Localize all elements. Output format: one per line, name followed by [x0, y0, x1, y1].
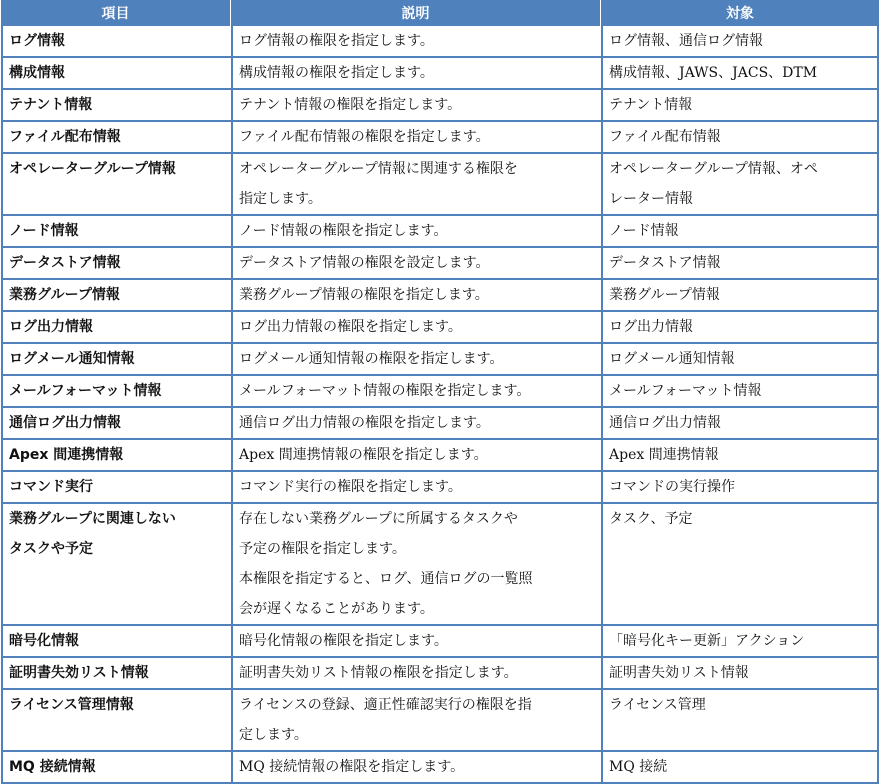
- row-description-cell: [231, 122, 601, 154]
- header-row: [1, 0, 879, 26]
- row-target-cell: [601, 122, 879, 154]
- row-item-cell: [1, 408, 231, 440]
- row-target-text: データストア情報: [609, 255, 721, 271]
- row-target-cell: [601, 26, 879, 58]
- row-target-cell: [601, 504, 879, 626]
- row-description-text: ファイル配布情報の権限を指定します。: [239, 129, 490, 145]
- row-target-text: オペレーターグループ情報、オペ レーター情報: [609, 161, 818, 207]
- row-description-cell: [231, 376, 601, 408]
- row-item-text: 業務グループに関連しない タスクや予定: [9, 511, 176, 557]
- row-target-cell: [601, 440, 879, 472]
- row-description-text: データストア情報の権限を設定します。: [239, 255, 490, 271]
- row-description-text: 証明書失効リスト情報の権限を指定します。: [239, 665, 518, 681]
- table-row: [1, 312, 879, 344]
- row-description-text: 業務グループ情報の権限を指定します。: [239, 287, 489, 303]
- row-target-cell: [601, 752, 879, 784]
- row-description-cell: [231, 248, 601, 280]
- row-item-cell: [1, 690, 231, 752]
- row-target-text: ログメール通知情報: [609, 351, 735, 367]
- row-description-cell: [231, 658, 601, 690]
- row-target-cell: [601, 344, 879, 376]
- row-description-cell: [231, 752, 601, 784]
- row-item-cell: [1, 280, 231, 312]
- row-target-cell: [601, 658, 879, 690]
- row-item-text: 業務グループ情報: [9, 287, 120, 303]
- row-item-cell: [1, 626, 231, 658]
- table-row: [1, 344, 879, 376]
- table-row: [1, 216, 879, 248]
- row-target-cell: [601, 408, 879, 440]
- row-target-text: テナント情報: [609, 97, 693, 113]
- row-item-text: テナント情報: [9, 97, 93, 113]
- row-description-text: ログ出力情報の権限を指定します。: [239, 319, 462, 335]
- row-item-cell: [1, 376, 231, 408]
- row-target-text: 構成情報、JAWS、JACS、DTM: [609, 65, 818, 81]
- row-description-cell: [231, 58, 601, 90]
- row-description-cell: [231, 344, 601, 376]
- row-item-text: メールフォーマット情報: [9, 383, 162, 399]
- row-item-cell: [1, 26, 231, 58]
- row-target-text: ノード情報: [609, 223, 679, 239]
- row-item-cell: [1, 344, 231, 376]
- row-target-text: Apex 間連携情報: [609, 447, 719, 463]
- row-description-text: 構成情報の権限を指定します。: [239, 65, 434, 81]
- row-target-text: ログ出力情報: [609, 319, 693, 335]
- row-item-text: 構成情報: [9, 65, 65, 81]
- row-description-text: ログ情報の権限を指定します。: [239, 33, 434, 49]
- table-row: [1, 408, 879, 440]
- row-description-cell: [231, 154, 601, 216]
- row-item-cell: [1, 658, 231, 690]
- row-item-cell: [1, 440, 231, 472]
- row-description-cell: [231, 216, 601, 248]
- table-row: [1, 752, 879, 784]
- row-description-text: 暗号化情報の権限を指定します。: [239, 633, 448, 649]
- row-description-cell: [231, 280, 601, 312]
- row-target-text: メールフォーマット情報: [609, 383, 762, 399]
- row-item-text: 暗号化情報: [9, 633, 79, 649]
- row-description-text: Apex 間連携情報の権限を指定します。: [239, 447, 488, 463]
- row-item-text: オペレーターグループ情報: [9, 161, 176, 177]
- row-description-text: ライセンスの登録、適正性確認実行の権限を指 定します。: [239, 697, 532, 743]
- row-item-cell: [1, 752, 231, 784]
- row-description-text: テナント情報の権限を指定します。: [239, 97, 462, 113]
- row-item-text: ログメール通知情報: [9, 351, 135, 367]
- row-description-text: ノード情報の権限を指定します。: [239, 223, 448, 239]
- row-item-text: Apex 間連携情報: [9, 447, 124, 463]
- row-description-text: 存在しない業務グループに所属するタスクや 予定の権限を指定します。 本権限を指定すると、ログ、通信ログの一覧照 会が遅くなることがあります。: [239, 511, 533, 617]
- row-target-cell: [601, 90, 879, 122]
- row-item-cell: [1, 312, 231, 344]
- table-row: [1, 154, 879, 216]
- row-target-cell: [601, 472, 879, 504]
- row-target-text: 証明書失効リスト情報: [609, 665, 749, 681]
- table-row: [1, 440, 879, 472]
- row-description-text: ログメール通知情報の権限を指定します。: [239, 351, 504, 367]
- table-row: [1, 26, 879, 58]
- row-target-text: タスク、予定: [609, 511, 693, 527]
- row-description-cell: [231, 90, 601, 122]
- table-row: [1, 280, 879, 312]
- row-item-cell: [1, 58, 231, 90]
- row-target-cell: [601, 690, 879, 752]
- row-item-text: ライセンス管理情報: [9, 697, 134, 713]
- row-item-text: ログ出力情報: [9, 319, 93, 335]
- row-description-cell: [231, 440, 601, 472]
- row-target-text: ファイル配布情報: [609, 129, 721, 145]
- table-row: [1, 122, 879, 154]
- row-description-cell: [231, 472, 601, 504]
- row-item-text: 証明書失効リスト情報: [9, 665, 149, 681]
- table-row: [1, 376, 879, 408]
- row-target-text: 業務グループ情報: [609, 287, 720, 303]
- row-target-cell: [601, 312, 879, 344]
- row-item-cell: [1, 248, 231, 280]
- permissions-table: [1, 0, 879, 784]
- row-target-cell: [601, 280, 879, 312]
- row-target-cell: [601, 216, 879, 248]
- row-item-cell: [1, 472, 231, 504]
- row-item-cell: [1, 504, 231, 626]
- row-item-cell: [1, 90, 231, 122]
- table-row: [1, 690, 879, 752]
- row-target-cell: [601, 626, 879, 658]
- header-target: 対象: [601, 0, 879, 26]
- row-target-text: ライセンス管理: [609, 697, 706, 713]
- row-target-text: ログ情報、通信ログ情報: [609, 33, 763, 49]
- row-item-cell: [1, 216, 231, 248]
- row-description-cell: [231, 626, 601, 658]
- table-row: [1, 90, 879, 122]
- table-row: [1, 626, 879, 658]
- row-description-cell: [231, 504, 601, 626]
- row-item-text: コマンド実行: [9, 479, 93, 495]
- row-target-cell: [601, 154, 879, 216]
- table-row: [1, 58, 879, 90]
- row-description-cell: [231, 26, 601, 58]
- row-item-cell: [1, 154, 231, 216]
- row-target-text: 通信ログ出力情報: [609, 415, 721, 431]
- table-body: [1, 26, 879, 784]
- row-target-text: 「暗号化キー更新」アクション: [609, 633, 805, 649]
- row-target-cell: [601, 248, 879, 280]
- row-target-cell: [601, 376, 879, 408]
- row-item-text: 通信ログ出力情報: [9, 415, 121, 431]
- row-target-text: コマンドの実行操作: [609, 479, 735, 495]
- header-description: 説明: [231, 0, 601, 26]
- row-description-cell: [231, 408, 601, 440]
- row-item-text: ログ情報: [9, 33, 65, 49]
- row-target-text: MQ 接続: [609, 759, 668, 775]
- row-item-cell: [1, 122, 231, 154]
- table-row: [1, 504, 879, 626]
- row-description-text: MQ 接続情報の権限を指定します。: [239, 759, 465, 775]
- table-row: [1, 658, 879, 690]
- row-description-cell: [231, 690, 601, 752]
- row-item-text: データストア情報: [9, 255, 121, 271]
- table-header: [1, 0, 879, 26]
- row-description-text: 通信ログ出力情報の権限を指定します。: [239, 415, 490, 431]
- header-item: 項目: [1, 0, 231, 26]
- row-item-text: MQ 接続情報: [9, 759, 96, 775]
- row-description-text: コマンド実行の権限を指定します。: [239, 479, 462, 495]
- table-row: [1, 248, 879, 280]
- row-description-cell: [231, 312, 601, 344]
- row-description-text: オペレーターグループ情報に関連する権限を 指定します。: [239, 161, 518, 207]
- row-description-text: メールフォーマット情報の権限を指定します。: [239, 383, 531, 399]
- row-item-text: ファイル配布情報: [9, 129, 121, 145]
- row-item-text: ノード情報: [9, 223, 79, 239]
- table-row: [1, 472, 879, 504]
- row-target-cell: [601, 58, 879, 90]
